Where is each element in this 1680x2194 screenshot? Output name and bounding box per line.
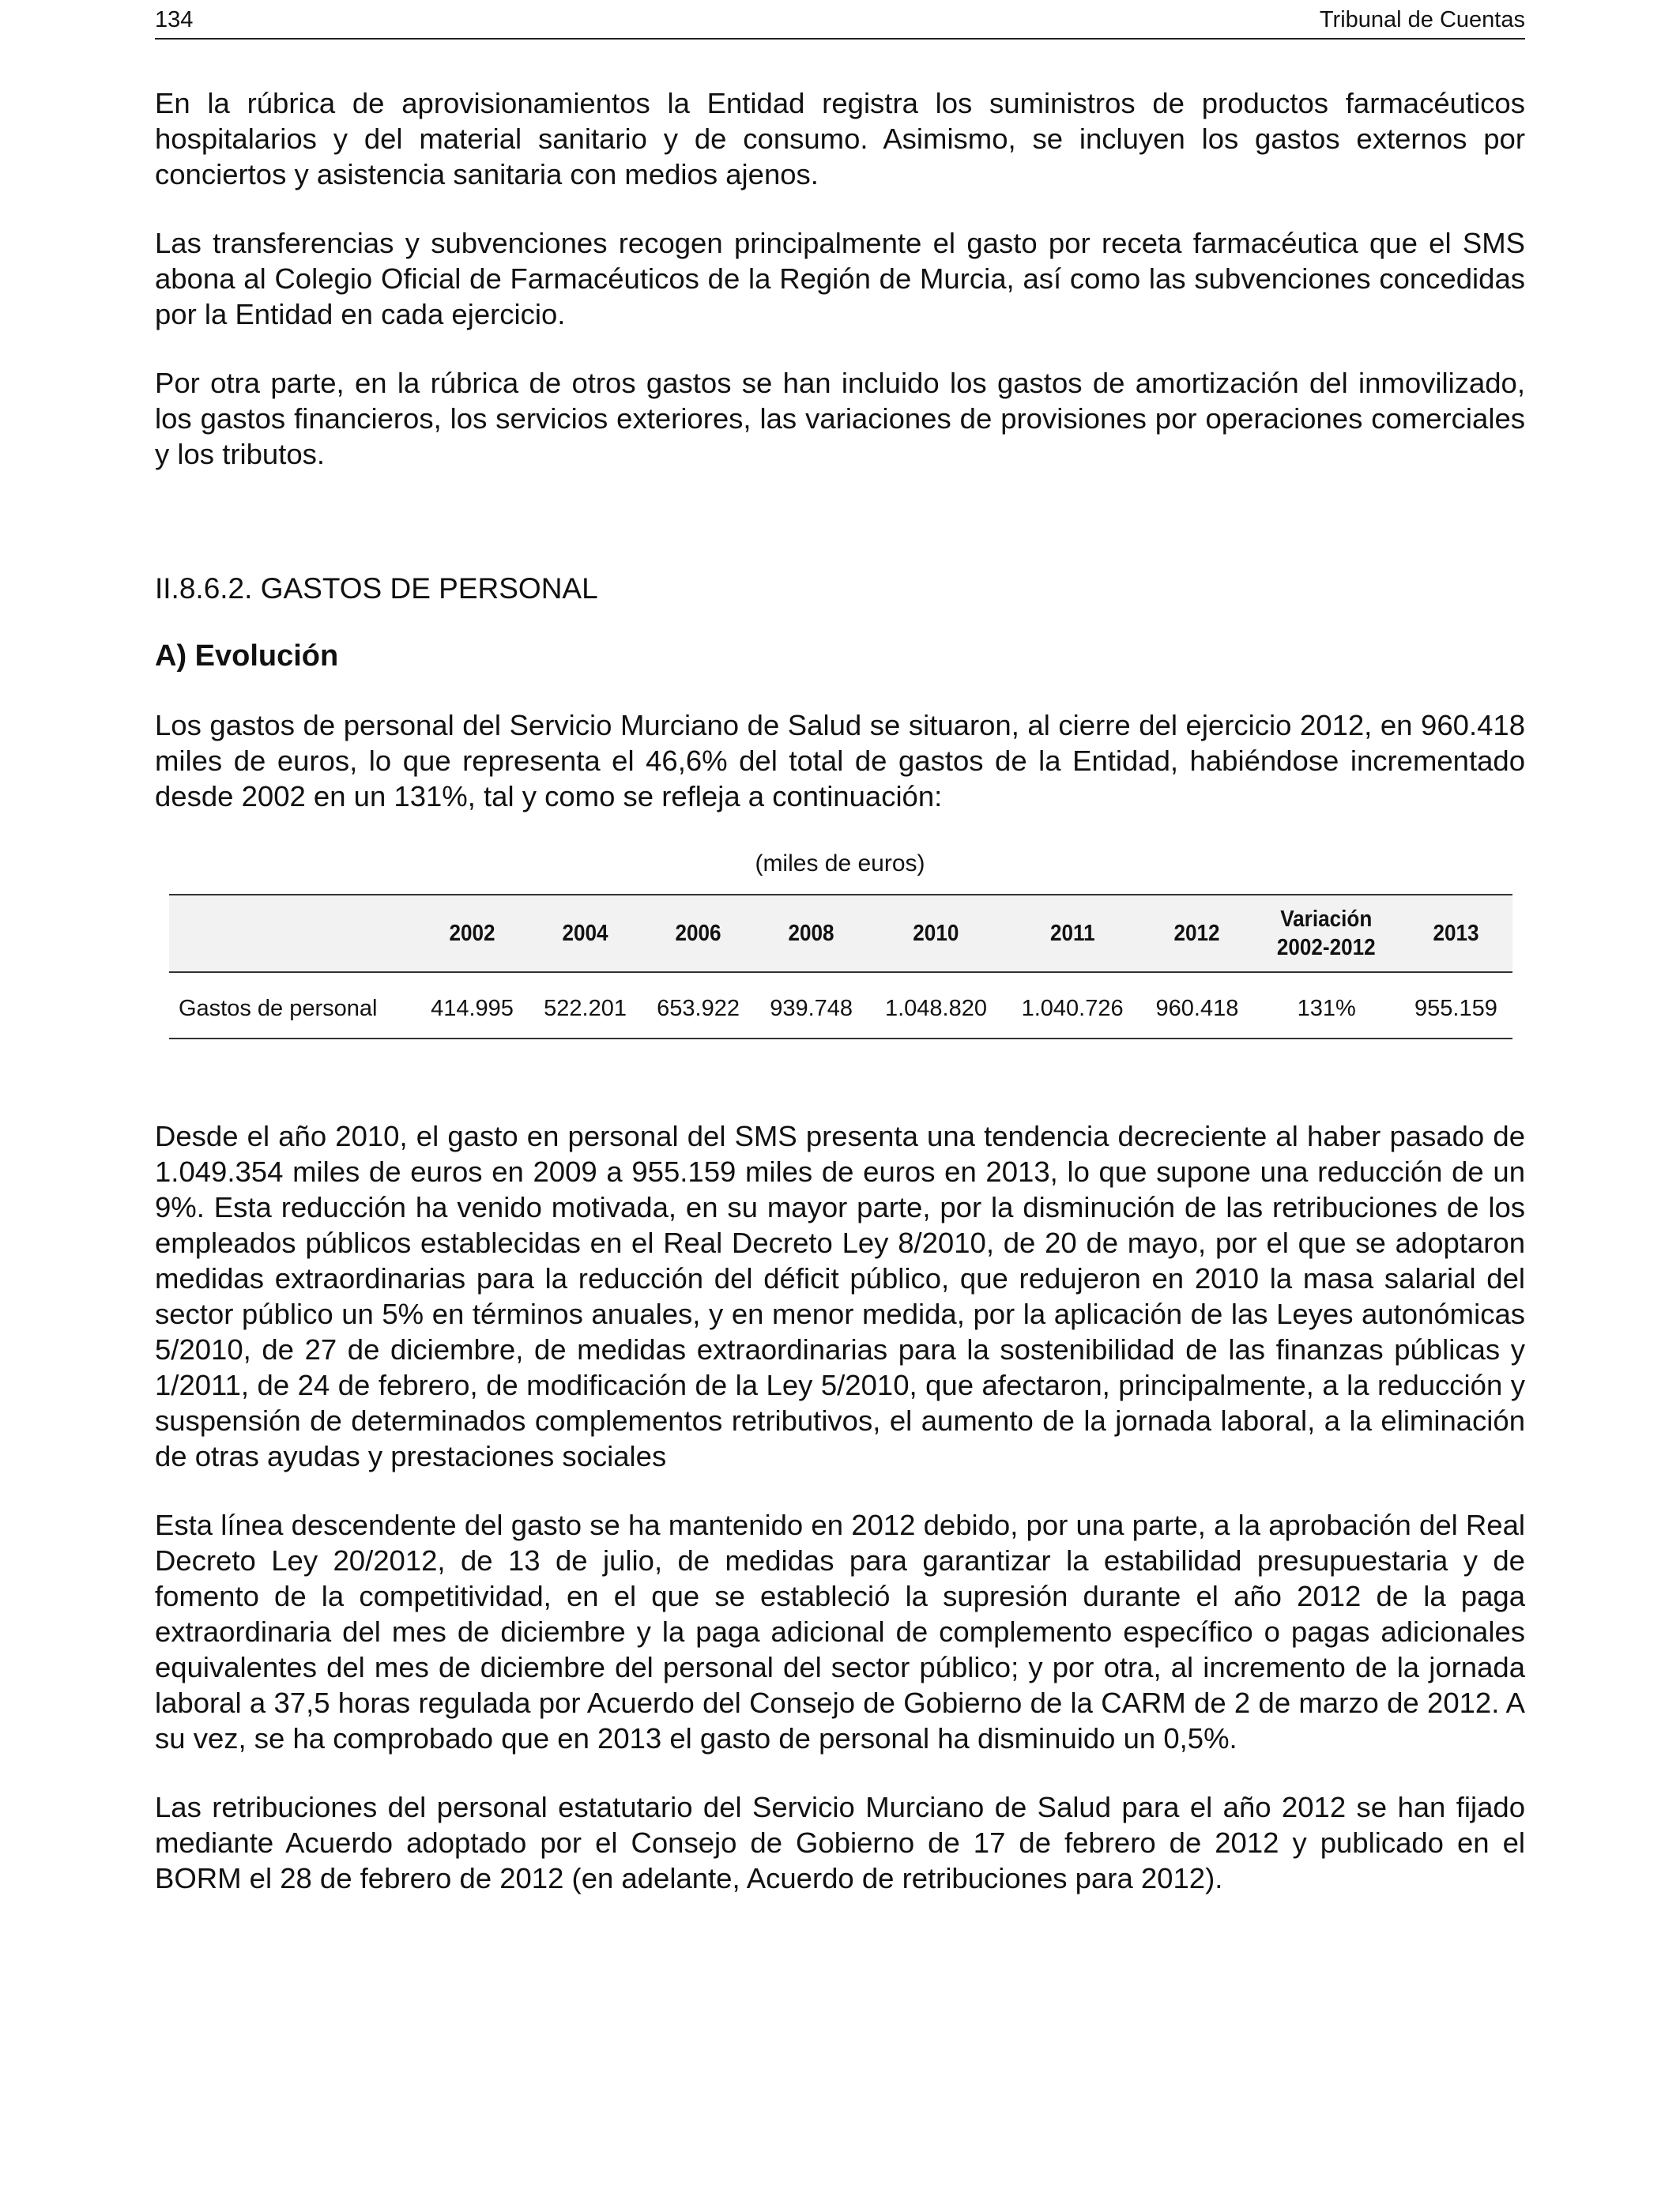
personnel-expenses-table xyxy=(169,894,1512,1039)
table-caption: (miles de euros) xyxy=(755,850,925,876)
paragraph-evolucion: Los gastos de personal del Servicio Murciano de Salud se situaron, al cierre del ejercicio 2012, en 960.418 miles de euros, lo que representa el 46,6% del total de gastos de la Entidad, habiéndose incrementado desde 2002 en un 131%, tal y como se refleja a continuación: xyxy=(155,709,1525,812)
table-cell-2011: 1.040.726 xyxy=(1021,995,1124,1021)
table-cell-2006: 653.922 xyxy=(657,995,740,1021)
table-header-2012: 2012 xyxy=(1173,921,1220,946)
paragraph-retribuciones: Las retribuciones del personal estatutario del Servicio Murciano de Salud para el año 2012 se han fijado mediante Acuerdo adoptado por el Consejo de Gobierno de 17 de febrero de 2012 y publicado en el BORM el 28 de febrero de 2012 (en adelante, Acuerdo de retribuciones para 2012). xyxy=(155,1791,1525,1894)
running-title: Tribunal de Cuentas xyxy=(1319,7,1525,32)
table-header-variacion-line1: Variación xyxy=(1280,907,1373,932)
paragraph-aprovisionamientos: En la rúbrica de aprovisionamientos la Entidad registra los suministros de productos farmacéuticos hospitalarios y del material sanitario y de consumo. Asimismo, se incluyen los gastos externos por conciertos y asistencia sanitaria con medios ajenos. xyxy=(155,87,1525,190)
table-header-empty xyxy=(182,895,404,972)
paragraph-linea-descendente: Esta línea descendente del gasto se ha mantenido en 2012 debido, por una parte, a la aprobación del Real Decreto Ley 20/2012, de 13 de julio, de medidas para garantizar la estabilidad presupuestaria y de fomento de la competitividad, en el que se estableció la supresión durante el año 2012 de la paga extraordinaria del mes de diciembre y la paga adicional de complemento específico o pagas adicionales equivalentes del mes de diciembre del personal del sector público; y por otra, al incremento de la jornada laboral a 37,5 horas regulada por Acuerdo del Consejo de Gobierno de la CARM de 2 de marzo de 2012. A su vez, se ha comprobado que en 2013 el gasto de personal ha disminuido un 0,5%. xyxy=(155,1509,1525,1755)
table-header-2013: 2013 xyxy=(1433,921,1479,946)
table-row-label: Gastos de personal xyxy=(179,995,378,1021)
paragraph-transferencias: Las transferencias y subvenciones recogen principalmente el gasto por receta farmacéutica que el SMS abona al Colegio Oficial de Farmacéuticos de la Región de Murcia, así como las subvenciones concedidas por la Entidad en cada ejercicio. xyxy=(155,227,1525,330)
table-cell-variacion: 131% xyxy=(1297,995,1356,1021)
table-cell-2012: 960.418 xyxy=(1155,995,1239,1021)
page-header xyxy=(155,0,1525,40)
page-number: 134 xyxy=(155,7,194,32)
table-cell-2008: 939.748 xyxy=(770,995,853,1021)
table-header-2008: 2008 xyxy=(788,921,834,946)
table-cell-2002: 414.995 xyxy=(431,995,514,1021)
table-header-variacion-line2: 2002-2012 xyxy=(1277,935,1377,960)
subsection-title: A) Evolución xyxy=(155,639,339,673)
table-header-row xyxy=(169,895,1512,972)
table-header-2004: 2004 xyxy=(562,921,608,946)
table-container xyxy=(169,894,1512,1039)
table-cell-2004: 522.201 xyxy=(544,995,627,1021)
table-cell-2013: 955.159 xyxy=(1414,995,1497,1021)
table-header-2010: 2010 xyxy=(913,921,959,946)
table-header-2002: 2002 xyxy=(449,921,495,946)
paragraph-tendencia: Desde el año 2010, el gasto en personal del SMS presenta una tendencia decreciente al haber pasado de 1.049.354 miles de euros en 2009 a 955.159 miles de euros en 2013, lo que supone una reducción de un 9%. Esta reducción ha venido motivada, en su mayor parte, por la disminución de las retribuciones de los empleados públicos establecidas en el Real Decreto Ley 8/2010, de 20 de mayo, por el que se adoptaron medidas extraordinarias para la reducción del déficit público, que redujeron en 2010 la masa salarial del sector público un 5% en términos anuales, y en menor medida, por la aplicación de las Leyes autonómicas 5/2010, de 27 de diciembre, de medidas extraordinarias para la sostenibilidad de las finanzas públicas y 1/2011, de 24 de febrero, de modificación de la Ley 5/2010, que afectaron, principalmente, a la reducción y suspensión de determinados complementos retributivos, el aumento de la jornada laboral, a la eliminación de otras ayudas y prestaciones sociales xyxy=(155,1120,1525,1472)
table-header-2011: 2011 xyxy=(1049,921,1095,946)
table-header-variacion xyxy=(1261,895,1392,972)
table-cell-2010: 1.048.820 xyxy=(884,995,987,1021)
table-row xyxy=(169,972,1512,1039)
table-header-2006: 2006 xyxy=(675,921,721,946)
section-title: II.8.6.2. GASTOS DE PERSONAL xyxy=(155,572,598,605)
paragraph-otros-gastos: Por otra parte, en la rúbrica de otros gastos se han incluido los gastos de amortización del inmovilizado, los gastos financieros, los servicios exteriores, las variaciones de provisiones por operaciones comerciales y los tributos. xyxy=(155,367,1525,470)
page-content xyxy=(155,85,1525,1929)
